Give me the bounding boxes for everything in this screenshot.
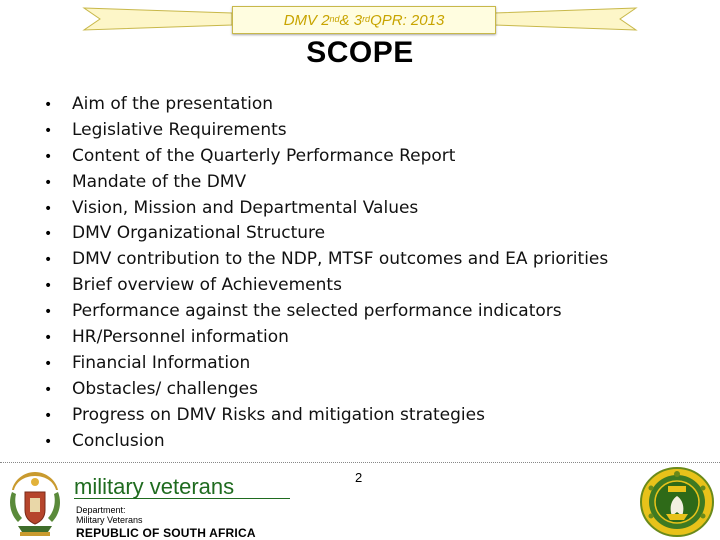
scope-item xyxy=(44,247,608,273)
scope-item-text: Progress on DMV Risks and mitigation strategies xyxy=(72,404,485,425)
department-label: Department: xyxy=(76,505,126,515)
scope-item-text: Aim of the presentation xyxy=(72,94,274,114)
banner-text-1: DMV 2 xyxy=(283,11,330,29)
scope-item-text: Obstacles/ challenges xyxy=(72,378,258,399)
presentation-title xyxy=(232,6,496,34)
scope-item-text: Conclusion xyxy=(72,430,165,451)
scope-item-text: DMV contribution to the NDP, MTSF outcomes and EA priorities xyxy=(72,249,609,270)
scope-item xyxy=(44,118,608,144)
scope-list xyxy=(44,92,608,454)
scope-item xyxy=(44,299,608,325)
scope-item-text: Performance against the selected performance indicators xyxy=(72,301,562,322)
bullet-icon: • xyxy=(44,355,53,372)
scope-item xyxy=(44,377,608,403)
scope-item-text: DMV Organizational Structure xyxy=(72,223,326,244)
scope-item xyxy=(44,196,608,222)
bullet-icon: • xyxy=(44,174,53,191)
scope-item-text: Legislative Requirements xyxy=(72,119,287,140)
bullet-icon: • xyxy=(44,226,53,243)
scope-item-text: Mandate of the DMV xyxy=(72,171,247,192)
bullet-icon: • xyxy=(44,252,53,269)
scope-item xyxy=(44,170,608,196)
department-name: Military Veterans xyxy=(76,515,143,525)
scope-item xyxy=(44,325,608,351)
bullet-icon: • xyxy=(44,122,53,139)
bullet-icon: • xyxy=(44,278,53,295)
bullet-icon: • xyxy=(44,381,53,398)
scope-item xyxy=(44,429,608,455)
bullet-icon: • xyxy=(44,97,53,113)
bullet-icon: • xyxy=(44,200,53,217)
banner-text-2: & 3 xyxy=(339,11,363,29)
scope-item-text: Content of the Quarterly Performance Report xyxy=(72,145,456,166)
scope-item-text: Brief overview of Achievements xyxy=(72,275,342,296)
page-number: 2 xyxy=(355,470,363,485)
coat-of-arms-icon xyxy=(4,470,66,538)
bullet-icon: • xyxy=(44,330,53,347)
bullet-icon: • xyxy=(44,407,53,424)
banner-sup-2: rd xyxy=(362,14,371,24)
bullet-icon: • xyxy=(44,433,53,450)
dmv-emblem-icon xyxy=(638,466,716,538)
scope-item xyxy=(44,221,608,247)
scope-item xyxy=(44,92,608,118)
scope-item-text: HR/Personnel information xyxy=(72,327,289,348)
scope-item xyxy=(44,403,608,429)
header-banner xyxy=(0,4,720,34)
scope-item xyxy=(44,351,608,377)
banner-sup-1: nd xyxy=(329,14,340,24)
slide-title: SCOPE xyxy=(306,36,414,69)
country-name: REPUBLIC OF SOUTH AFRICA xyxy=(76,526,256,540)
bullet-icon: • xyxy=(44,304,53,321)
scope-item-text: Financial Information xyxy=(72,352,251,373)
banner-text-3: QPR: 2013 xyxy=(370,11,445,29)
scope-item xyxy=(44,144,608,170)
brand-underline xyxy=(74,498,290,499)
brand-wordmark: military veterans xyxy=(74,474,235,499)
footer-divider xyxy=(0,462,720,463)
scope-item-text: Vision, Mission and Departmental Values xyxy=(72,197,419,218)
bullet-icon: • xyxy=(44,148,53,165)
scope-item xyxy=(44,273,608,299)
